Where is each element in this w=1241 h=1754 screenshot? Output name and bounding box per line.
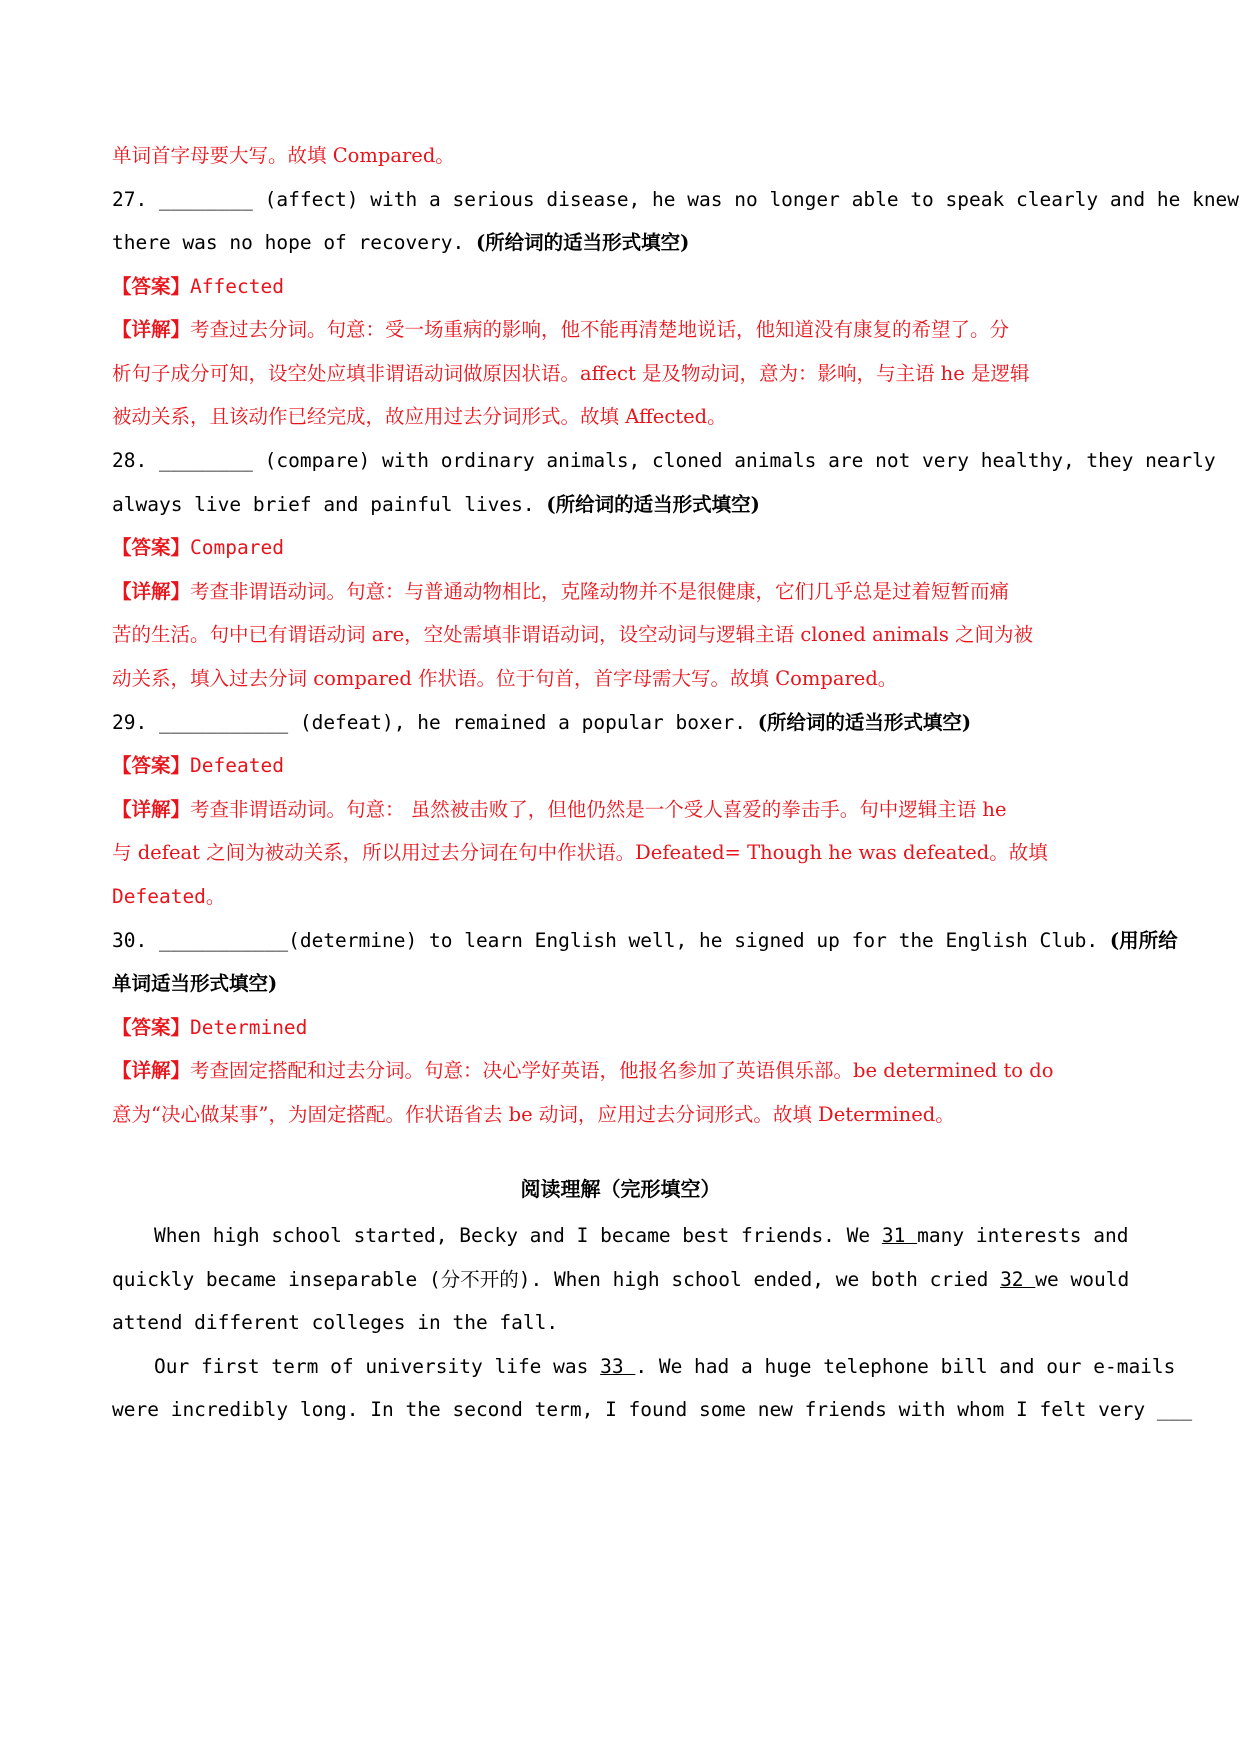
- explanation-27-line-1: 【详解】考查过去分词。句意：受一场重病的影响，他不能再清楚地说话，他知道没有康复的希望了。分: [112, 318, 1010, 341]
- prev-explanation-end: 单词首字母要大写。故填 Compared。: [112, 144, 455, 167]
- answer-29: 【答案】Defeated: [112, 754, 284, 777]
- explanation-30-line-2: 意为“决心做某事”，为固定搭配。作状语省去 be 动词，应用过去分词形式。故填 Determined。: [112, 1103, 955, 1126]
- explanation-29-line-2: 与 defeat 之间为被动关系，所以用过去分词在句中作状语。Defeated= Though he was defeated。故填: [112, 841, 1048, 864]
- blank-33: 33: [600, 1355, 636, 1378]
- answer-28: 【答案】Compared: [112, 536, 284, 559]
- explanation-27-line-2: 析句子成分可知，设空处应填非谓语动词做原因状语。affect 是及物动词，意为：影响，与主语 he 是逻辑: [112, 362, 1030, 385]
- passage-p2-line-1: Our first term of university life was 33 . We had a huge telephone bill and our e-mails: [154, 1355, 1176, 1378]
- question-30-line-1: 30. ___________(determine) to learn English well, he signed up for the English Club. (用所给: [112, 929, 1178, 952]
- explanation-29-line-1: 【详解】考查非谓语动词。句意： 虽然被击败了，但他仍然是一个受人喜爱的拳击手。句中逻辑主语 he: [112, 798, 1007, 821]
- question-29: 29. ___________ (defeat), he remained a popular boxer. (所给词的适当形式填空): [112, 711, 972, 734]
- explanation-28-line-2: 苦的生活。句中已有谓语动词 are，空处需填非谓语动词，设空动词与逻辑主语 cloned animals 之间为被: [112, 623, 1034, 646]
- question-28-line-2: always live brief and painful lives. (所给词的适当形式填空): [112, 493, 760, 516]
- section-title: 阅读理解（完形填空）: [520, 1177, 721, 1201]
- question-27-line-1: 27. ________ (affect) with a serious disease, he was no longer able to speak clearly and he knew: [112, 188, 1240, 211]
- passage-p2-line-2: were incredibly long. In the second term, I found some new friends with whom I felt very ___: [112, 1398, 1193, 1421]
- explanation-27-line-3: 被动关系，且该动作已经完成，故应用过去分词形式。故填 Affected。: [112, 405, 727, 428]
- question-28-line-1: 28. ________ (compare) with ordinary animals, cloned animals are not very healthy, they nearly: [112, 449, 1216, 472]
- blank-32: 32: [1000, 1268, 1036, 1291]
- passage-p1-line-3: attend different colleges in the fall.: [112, 1311, 559, 1334]
- passage-p1-line-2: quickly became inseparable (分不开的). When high school ended, we both cried 32 we would: [112, 1268, 1130, 1291]
- blank-31: 31: [881, 1224, 918, 1247]
- explanation-28-line-3: 动关系，填入过去分词 compared 作状语。位于句首，首字母需大写。故填 Compared。: [112, 667, 898, 690]
- answer-30: 【答案】Determined: [112, 1016, 308, 1039]
- explanation-28-line-1: 【详解】考查非谓语动词。句意：与普通动物相比，克隆动物并不是很健康，它们几乎总是过着短暂而痛: [112, 580, 1010, 603]
- question-27-line-2: there was no hope of recovery. (所给词的适当形式填空): [112, 231, 690, 254]
- explanation-29-line-3: Defeated。: [112, 885, 226, 908]
- answer-27: 【答案】Affected: [112, 275, 284, 298]
- question-30-line-2: 单词适当形式填空): [112, 972, 278, 995]
- passage-p1-line-1: When high school started, Becky and I became best friends. We 31 many interests and: [154, 1224, 1129, 1247]
- explanation-30-line-1: 【详解】考查固定搭配和过去分词。句意：决心学好英语，他报名参加了英语俱乐部。be determined to do: [112, 1059, 1054, 1082]
